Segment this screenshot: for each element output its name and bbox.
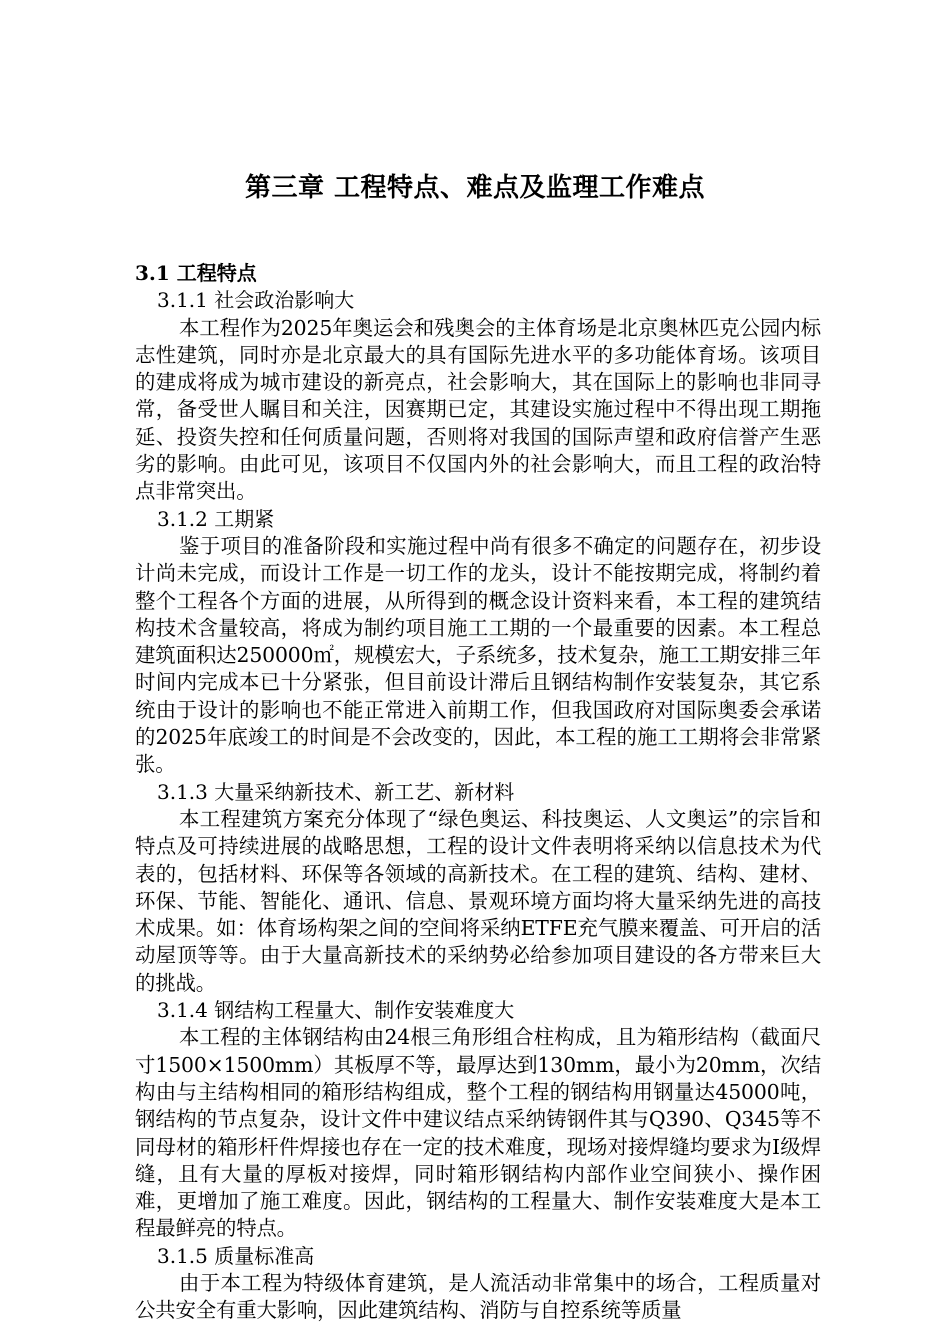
document-body: [135, 260, 821, 1325]
paragraph: 本工程作为2025年奥运会和残奥会的主体育场是北京奥林匹克公园内标志性建筑，同时亦是北京最大的具有国际先进水平的多功能体育场。该项目的建成将成为城市建设的新亮点，社会影响大，其在国际上的影响也非同寻常，备受世人瞩目和关注，因赛期已定，其建设实施过程中不得出现工期拖延、投资失控和任何质量问题，否则将对我国的国际声望和政府信誉产生恶劣的影响。由此可见，该项目不仅国内外的社会影响大，而且工程的政治特点非常突出。: [135, 315, 821, 504]
subsection-heading: 3.1.5 质量标准高: [157, 1243, 315, 1268]
section-heading: 3.1 工程特点: [135, 261, 257, 285]
paragraph: 本工程的主体钢结构由24根三角形组合柱构成，且为箱形结构（截面尺寸1500×1500mm）其板厚不等，最厚达到130mm，最小为20mm，次结构由与主结构相同的箱形结构组成，整个工程的钢结构用钢量达45000吨，钢结构的节点复杂，设计文件中建议结点采纳铸钢件其与Q390、Q345等不同母材的箱形杆件焊接也存在一定的技术难度，现场对接焊缝均要求为I级焊缝，且有大量的厚板对接焊，同时箱形钢结构内部作业空间狭小、操作困难，更增加了施工难度。因此，钢结构的工程量大、制作安装难度大是本工程最鲜亮的特点。: [135, 1025, 821, 1241]
subsection-heading: 3.1.4 钢结构工程量大、制作安装难度大: [157, 998, 515, 1023]
chapter-title: 第三章 工程特点、难点及监理工作难点: [244, 173, 706, 203]
paragraph: 本工程建筑方案充分体现了“绿色奥运、科技奥运、人文奥运”的宗旨和特点及可持续进展的战略思想，工程的设计文件表明将采纳以信息技术为代表的，包括材料、环保等各领域的高新技术。在工程的建筑、结构、建材、环保、节能、智能化、通讯、信息、景观环境方面均将大量采纳先进的高技术成果。如：体育场构架之间的空间将采纳ETFE充气膜来覆盖、可开启的活动屋顶等等。由于大量高新技术的采纳势必给参加项目建设的各方带来巨大的挑战。: [135, 806, 821, 995]
subsection-heading: 3.1.3 大量采纳新技术、新工艺、新材料: [157, 779, 515, 804]
subsection-heading: 3.1.1 社会政治影响大: [157, 288, 355, 313]
paragraph: 由于本工程为特级体育建筑，是人流活动非常集中的场合，工程质量对公共安全有重大影响，因此建筑结构、消防与自控系统等质量: [135, 1270, 821, 1323]
paragraph: 鉴于项目的准备阶段和实施过程中尚有很多不确定的问题存在，初步设计尚未完成，而设计工作是一切工作的龙头，设计不能按期完成，将制约着整个工程各个方面的进展，从所得到的概念设计资料来看，本工程的建筑结构技术含量较高，将成为制约项目施工工期的一个最重要的因素。本工程总建筑面积达250000㎡，规模宏大，子系统多，技术复杂，施工工期安排三年时间内完成本已十分紧张，但目前设计滞后且钢结构制作安装复杂，其它系统由于设计的影响也不能正常进入前期工作，但我国政府对国际奥委会承诺的2025年底竣工的时间是不会改变的，因此，本工程的施工工期将会非常紧张。: [135, 533, 821, 777]
subsection-heading: 3.1.2 工期紧: [157, 506, 275, 531]
